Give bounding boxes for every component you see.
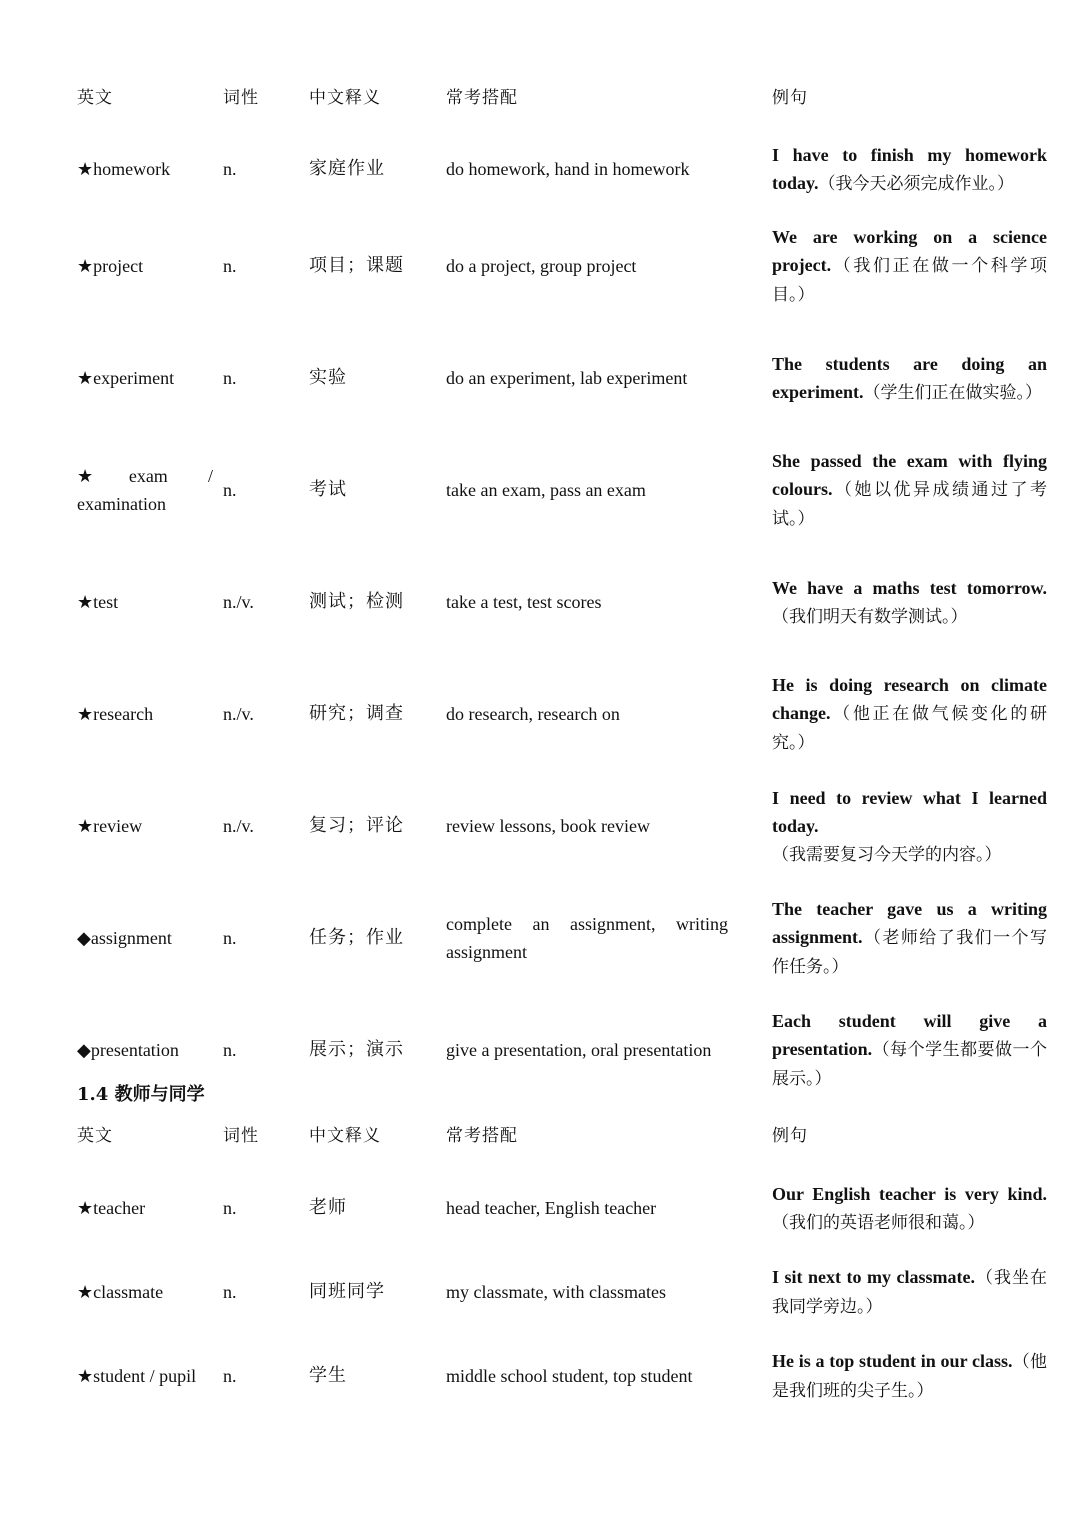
collocation: middle school student, top student <box>446 1366 693 1386</box>
header-gap <box>733 68 767 128</box>
chinese-meaning: 同班同学 <box>309 1281 385 1302</box>
example-translation: （他是我们班的尖子生。） <box>772 1352 1048 1401</box>
example-sentence <box>767 1334 1052 1418</box>
table-row <box>72 546 1052 658</box>
example-english: I have to finish my homework today. <box>772 144 1047 193</box>
vocabulary-table-study-tasks <box>72 68 1052 1106</box>
english-word: assignment <box>90 928 172 948</box>
header-english: 英文 <box>77 1126 113 1146</box>
english-word: review <box>93 816 143 836</box>
word-cell <box>72 322 218 434</box>
example-english: We have a maths test tomorrow. <box>772 577 1047 598</box>
column-gap <box>733 546 767 658</box>
english-word: presentation <box>90 1040 179 1060</box>
table-row <box>72 882 1052 994</box>
example-english: She passed the exam with flying colours. <box>772 451 1047 499</box>
header-gap <box>733 1106 767 1166</box>
collocation: take an exam, pass an exam <box>446 480 646 500</box>
header-english: 英文 <box>77 88 113 108</box>
header-chinese-meaning: 中文释义 <box>309 1126 381 1146</box>
collocation: do research, research on <box>446 704 620 724</box>
star-icon: ★ <box>77 816 94 836</box>
chinese-meaning: 测试；检测 <box>309 591 404 612</box>
example-translation: （我们明天有数学测试。） <box>772 606 968 627</box>
collocation: my classmate, with classmates <box>446 1282 666 1302</box>
collocation: review lessons, book review <box>446 816 650 836</box>
english-word: student / pupil <box>93 1366 197 1386</box>
collocation: complete an assignment, writing assignment <box>446 914 728 962</box>
table-row <box>72 1166 1052 1250</box>
column-gap <box>733 1250 767 1334</box>
word-cell <box>72 1334 218 1418</box>
chinese-meaning: 家庭作业 <box>309 158 385 179</box>
header-example: 例句 <box>772 1126 808 1146</box>
table-header-row <box>72 68 1052 128</box>
part-of-speech: n. <box>223 1282 237 1302</box>
example-translation: （她以优异成绩通过了考试。） <box>772 480 1047 529</box>
star-icon: ★ <box>77 704 94 724</box>
header-collocations: 常考搭配 <box>446 88 518 108</box>
example-english: I need to review what I learned today. <box>772 787 1047 836</box>
word-cell <box>72 770 218 882</box>
star-icon: ★ <box>77 1198 94 1218</box>
example-sentence <box>767 882 1052 994</box>
header-chinese-meaning: 中文释义 <box>309 88 381 108</box>
table-header-row <box>72 1106 1052 1166</box>
example-english: The students are doing an experiment. <box>772 353 1047 402</box>
english-word: project <box>93 256 144 276</box>
table-row <box>72 322 1052 434</box>
collocation: give a presentation, oral presentation <box>446 1040 712 1060</box>
column-gap <box>733 994 767 1106</box>
part-of-speech: n. <box>223 368 237 388</box>
example-translation: （我今天必须完成作业。） <box>818 173 1015 194</box>
example-translation: （我们的英语老师很和蔼。） <box>772 1212 985 1233</box>
word-cell <box>72 546 218 658</box>
column-gap <box>733 1166 767 1250</box>
example-translation: （我需要复习今天学的内容。） <box>772 844 1002 865</box>
example-sentence <box>767 770 1052 882</box>
example-translation: （每个学生都要做一个展示。） <box>772 1040 1047 1089</box>
table-row <box>72 658 1052 770</box>
header-part-of-speech: 词性 <box>223 1126 259 1146</box>
collocation: take a test, test scores <box>446 592 602 612</box>
example-sentence <box>767 1166 1052 1250</box>
example-english: Each student will give a presentation. <box>772 1011 1047 1059</box>
word-cell <box>72 434 218 546</box>
part-of-speech: n. <box>223 1198 237 1218</box>
english-word: test <box>93 592 119 612</box>
collocation: do a project, group project <box>446 256 637 276</box>
column-gap <box>733 322 767 434</box>
example-sentence <box>767 658 1052 770</box>
example-english: We are working on a science project. <box>772 227 1047 275</box>
example-translation: （我们正在做一个科学项目。） <box>772 256 1047 305</box>
column-gap <box>733 658 767 770</box>
header-collocations: 常考搭配 <box>446 1126 518 1146</box>
example-translation: （他正在做气候变化的研究。） <box>772 704 1047 753</box>
chinese-meaning: 任务；作业 <box>309 927 404 948</box>
part-of-speech: n. <box>223 159 237 179</box>
word-cell <box>72 1166 218 1250</box>
table-row <box>72 210 1052 322</box>
example-english: He is a top student in our class. <box>772 1351 1013 1371</box>
star-icon: ★ <box>77 1282 94 1302</box>
chinese-meaning: 考试 <box>309 479 347 500</box>
example-sentence <box>767 322 1052 434</box>
chinese-meaning: 展示；演示 <box>309 1039 404 1060</box>
table-body <box>72 1166 1052 1418</box>
part-of-speech: n. <box>223 256 237 276</box>
table-row <box>72 770 1052 882</box>
table-row <box>72 1250 1052 1334</box>
header-part-of-speech: 词性 <box>223 88 259 108</box>
chinese-meaning: 实验 <box>309 367 347 388</box>
example-sentence <box>767 546 1052 658</box>
part-of-speech: n. <box>223 1366 237 1386</box>
column-gap <box>733 1334 767 1418</box>
table-row <box>72 434 1052 546</box>
chinese-meaning: 老师 <box>309 1197 347 1218</box>
chinese-meaning: 学生 <box>309 1365 347 1386</box>
chinese-meaning: 项目；课题 <box>309 255 404 276</box>
example-translation: （我坐在我同学旁边。） <box>772 1268 1047 1317</box>
star-icon: ★ <box>77 256 94 276</box>
star-icon: ★ <box>77 466 129 486</box>
table-row <box>72 128 1052 210</box>
star-icon: ★ <box>77 159 94 179</box>
word-cell <box>72 658 218 770</box>
part-of-speech: n. <box>223 928 237 948</box>
star-icon: ★ <box>77 1366 94 1386</box>
example-translation: （老师给了我们一个写作任务。） <box>772 928 1047 977</box>
example-sentence <box>767 1250 1052 1334</box>
column-gap <box>733 434 767 546</box>
table-row <box>72 994 1052 1106</box>
table-row <box>72 1334 1052 1418</box>
example-sentence <box>767 994 1052 1106</box>
english-word: experiment <box>93 368 175 388</box>
column-gap <box>733 882 767 994</box>
part-of-speech: n./v. <box>223 704 254 724</box>
table-body <box>72 128 1052 1106</box>
section-heading: 1.4 教师与同学 <box>77 1084 205 1105</box>
column-gap <box>733 770 767 882</box>
english-word: research <box>93 704 154 724</box>
header-example: 例句 <box>772 88 808 108</box>
column-gap <box>733 210 767 322</box>
english-word: classmate <box>93 1282 164 1302</box>
word-cell <box>72 128 218 210</box>
vocabulary-table-teachers-classmates <box>72 1106 1052 1418</box>
part-of-speech: n. <box>223 480 237 500</box>
example-english: He is doing research on climate change. <box>772 675 1047 723</box>
part-of-speech: n./v. <box>223 592 254 612</box>
column-gap <box>733 128 767 210</box>
word-cell <box>72 882 218 994</box>
chinese-meaning: 复习；评论 <box>309 815 404 836</box>
diamond-icon: ◆ <box>77 928 91 948</box>
english-word: teacher <box>93 1198 146 1218</box>
example-sentence <box>767 210 1052 322</box>
collocation: do homework, hand in homework <box>446 159 690 179</box>
diamond-icon: ◆ <box>77 1040 91 1060</box>
chinese-meaning: 研究；调查 <box>309 703 404 724</box>
part-of-speech: n. <box>223 1040 237 1060</box>
part-of-speech: n./v. <box>223 816 254 836</box>
collocation: do an experiment, lab experiment <box>446 368 688 388</box>
example-translation: （学生们正在做实验。） <box>863 382 1042 403</box>
word-cell <box>72 1250 218 1334</box>
star-icon: ★ <box>77 368 94 388</box>
english-word: homework <box>93 159 171 179</box>
example-english: Our English teacher is very kind. <box>772 1183 1047 1204</box>
english-word: exam / examination <box>77 466 213 514</box>
word-cell <box>72 210 218 322</box>
example-english: The teacher gave us a writing assignment. <box>772 899 1047 947</box>
example-sentence <box>767 128 1052 210</box>
example-english: I sit next to my classmate. <box>772 1267 975 1287</box>
example-sentence <box>767 434 1052 546</box>
star-icon: ★ <box>77 592 94 612</box>
collocation: head teacher, English teacher <box>446 1198 657 1218</box>
